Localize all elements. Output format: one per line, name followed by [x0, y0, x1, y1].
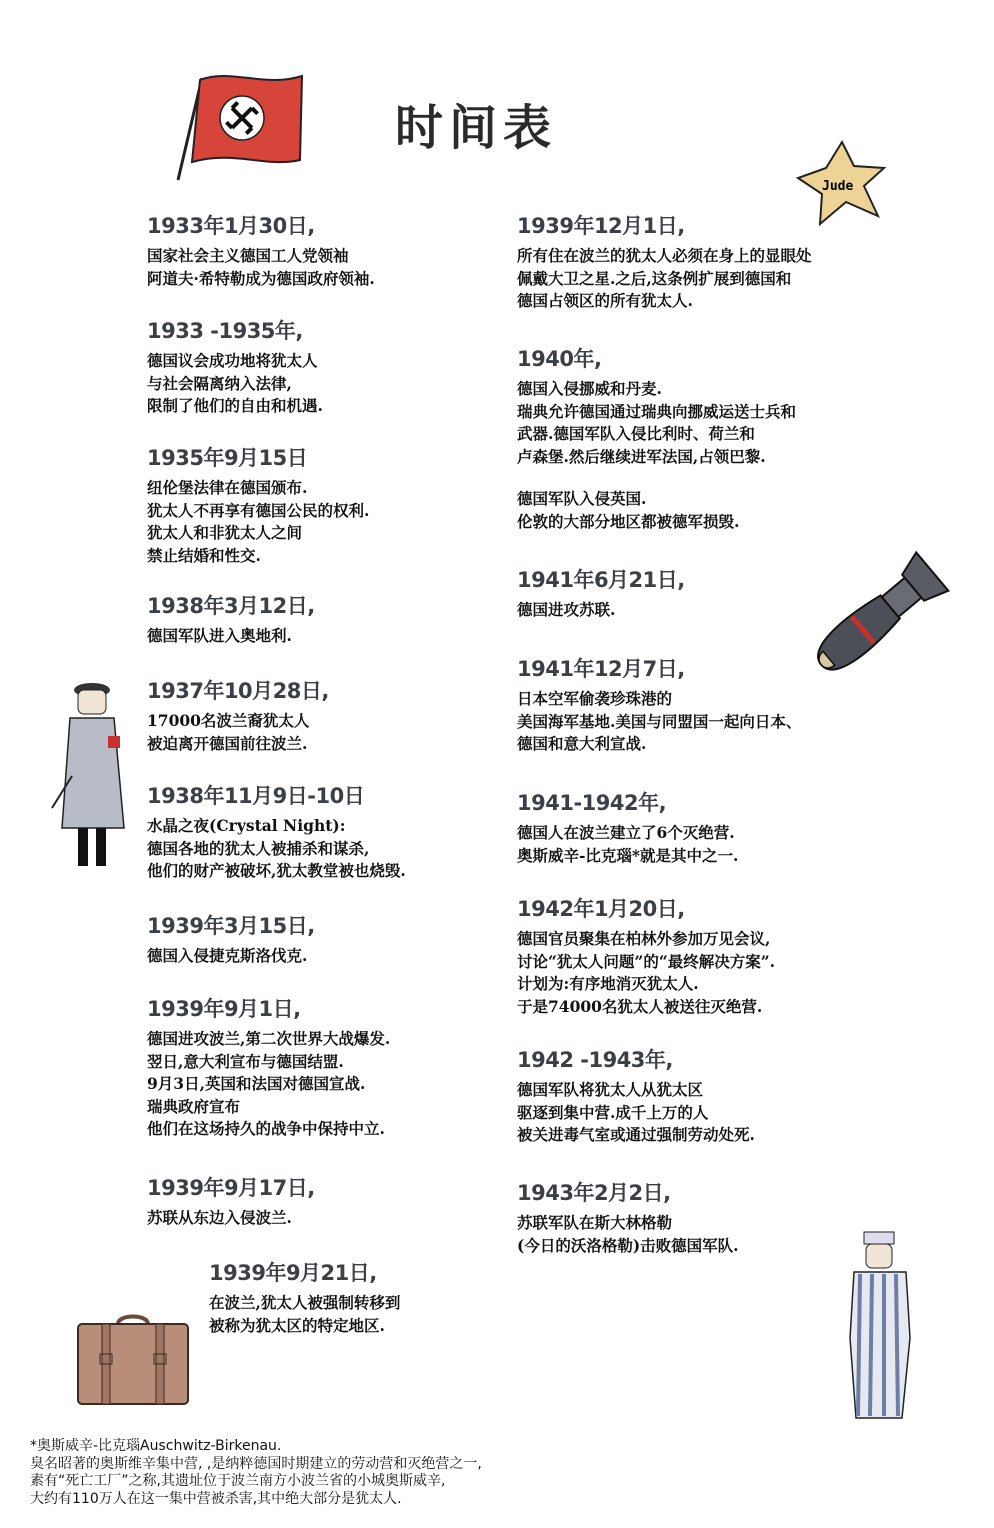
entry-line: 被关进毒气室或通过强制劳动处死. [517, 1125, 755, 1144]
entry-date: 1939年12月1日, [517, 214, 685, 238]
entry-line: 日本空军偷袭珍珠港的 [517, 689, 673, 708]
timeline-entry [147, 445, 369, 567]
timeline-entry [147, 783, 406, 883]
entry-line: 在波兰,犹太人被强制转移到 [209, 1293, 401, 1312]
entry-date: 1939年3月15日, [147, 914, 315, 938]
entry-line: 德国入侵挪威和丹麦. [517, 379, 662, 398]
jude-label: Jude [822, 179, 854, 194]
entry-line: 于是74000名犹太人被送往灭绝营. [517, 996, 763, 1016]
entry-line: 奥斯威辛-比克瑙*就是其中之一. [517, 845, 739, 865]
suitcase-illustration [74, 1310, 192, 1410]
entry-line: 他们的财产被破坏,犹太教堂被也烧毁. [147, 861, 406, 880]
entry-line: 德国入侵捷克斯洛伐克. [147, 946, 308, 965]
timeline-entry [517, 656, 801, 756]
entry-line: 水晶之夜(Crystal Night): [147, 816, 346, 835]
entry-line: 德国各地的犹太人被捕杀和谋杀, [147, 838, 370, 858]
timeline-entry [147, 593, 315, 648]
entry-date: 1943年2月2日, [517, 1181, 671, 1205]
entry-line: 德国占领区的所有犹太人. [517, 291, 693, 310]
entry-line: 所有住在波兰的犹太人必须在身上的显眼处 [517, 246, 812, 265]
entry-date: 1942 -1943年, [517, 1048, 673, 1072]
entry-date: 1941年12月7日, [517, 657, 685, 681]
entry-line: 讨论“犹太人问题”的“最终解决方案”. [517, 951, 776, 971]
entry-line: 德国军队进入奥地利. [147, 626, 292, 645]
entry-line: 瑞典允许德国通过瑞典向挪威运送士兵和 [517, 401, 797, 421]
entry-line: 德国军队将犹太人从犹太区 [517, 1080, 704, 1099]
entry-line: 德国进攻波兰,第二次世界大战爆发. [147, 1029, 391, 1048]
entry-line: 计划为:有序地消灭犹太人. [517, 974, 699, 993]
entry-date: 1941-1942年, [517, 791, 667, 815]
page-title: 时间表 [395, 100, 558, 156]
entry-date: 1940年, [517, 347, 602, 371]
entry-line: 德国议会成功地将犹太人 [147, 351, 318, 370]
entry-line: 被称为犹太区的特定地区. [209, 1315, 385, 1335]
timeline-entry [517, 790, 738, 867]
entry-line: 德国进攻苏联. [517, 600, 616, 619]
entry-date: 1939年9月21日, [209, 1261, 377, 1285]
entry-date: 1938年3月12日, [147, 594, 315, 618]
entry-line: 限制了他们的自由和机遇. [147, 396, 323, 415]
footnote [30, 1438, 590, 1508]
timeline-entry [517, 896, 775, 1018]
timeline-entry [147, 678, 329, 755]
timeline-entry [147, 213, 375, 290]
timeline-entry [517, 1047, 755, 1147]
entry-line: 犹太人和非犹太人之间 [147, 523, 303, 542]
entry-line: 武器.德国军队入侵比利时、荷兰和 [517, 424, 755, 443]
entry-line: 禁止结婚和性交. [147, 545, 261, 565]
timeline-entry [147, 996, 390, 1141]
entry-date: 1941年6月21日, [517, 568, 685, 592]
entry-line: 德国人在波兰建立了6个灭绝营. [517, 823, 735, 842]
entry-date: 1939年9月1日, [147, 997, 301, 1021]
bomb-illustration [786, 548, 956, 698]
entry-date: 1942年1月20日, [517, 897, 685, 921]
entry-line: 卢森堡.然后继续进军法国,占领巴黎. [517, 446, 766, 466]
entry-line: 纽伦堡法律在德国颁布. [147, 478, 308, 497]
entry-line: (今日的沃洛格勒)击败德国军队. [517, 1235, 739, 1255]
entry-line: 他们在这场持久的战争中保持中立. [147, 1119, 385, 1138]
entry-line: 瑞典政府宣布 [147, 1096, 241, 1116]
entry-date: 1935年9月15日 [147, 446, 308, 470]
entry-line: 犹太人不再享有德国公民的权利. [147, 500, 370, 520]
footnote-line: 大约有110万人在这一集中营被杀害,其中绝大部分是犹太人. [30, 1490, 402, 1507]
timeline-entry [147, 1175, 315, 1230]
entry-line: 佩戴大卫之星.之后,这条例扩展到德国和 [517, 268, 792, 288]
entry-line: 美国海军基地.美国与同盟国一起向日本、 [517, 711, 802, 731]
footnote-line: 素有“死亡工厂”之称,其遗址位于波兰南方小波兰省的小城奥斯威辛, [30, 1473, 446, 1490]
entry-line: 苏联从东边入侵波兰. [147, 1208, 292, 1227]
entry-line: 德国和意大利宣战. [517, 734, 647, 753]
entry-line: 被迫离开德国前往波兰. [147, 733, 308, 753]
entry-line: 9月3日,英国和法国对德国宣战. [147, 1074, 366, 1093]
timeline-entry [517, 213, 812, 313]
entry-line: 17000名波兰裔犹太人 [147, 711, 310, 730]
entry-date: 1937年10月28日, [147, 679, 329, 703]
entry-date: 1933 -1935年, [147, 319, 303, 343]
entry-line: 伦敦的大部分地区都被德军损毁. [517, 511, 740, 531]
entry-line: 驱逐到集中营.成千上万的人 [517, 1102, 709, 1122]
entry-line: 翌日,意大利宣布与德国结盟. [147, 1051, 344, 1071]
timeline-entry [517, 567, 685, 622]
timeline-entry [517, 346, 796, 533]
timeline-entry [147, 913, 315, 968]
entry-line: 德国军队入侵英国. [517, 489, 647, 508]
entry-date: 1939年9月17日, [147, 1176, 315, 1200]
officer-illustration [42, 678, 132, 873]
entry-line: 国家社会主义德国工人党领袖 [147, 246, 349, 265]
prisoner-illustration [840, 1228, 920, 1428]
footnote-line: 臭名昭著的奥斯维辛集中营, ,是纳粹德国时期建立的劳动营和灭绝营之一, [30, 1455, 482, 1472]
footnote-line: *奥斯威辛-比克瑙Auschwitz-Birkenau. [30, 1438, 282, 1454]
entry-line: 与社会隔离纳入法律, [147, 373, 292, 393]
entry-line: 德国官员聚集在柏林外参加万见会议, [517, 929, 771, 948]
entry-date: 1933年1月30日, [147, 214, 315, 238]
timeline-entry [147, 318, 323, 418]
entry-date: 1938年11月9日-10日 [147, 784, 365, 808]
timeline-entry [209, 1260, 400, 1337]
entry-line: 阿道夫·希特勒成为德国政府领袖. [147, 268, 375, 288]
flag-illustration [170, 68, 310, 188]
timeline-entry [517, 1180, 739, 1257]
entry-line: 苏联军队在斯大林格勒 [517, 1213, 673, 1232]
